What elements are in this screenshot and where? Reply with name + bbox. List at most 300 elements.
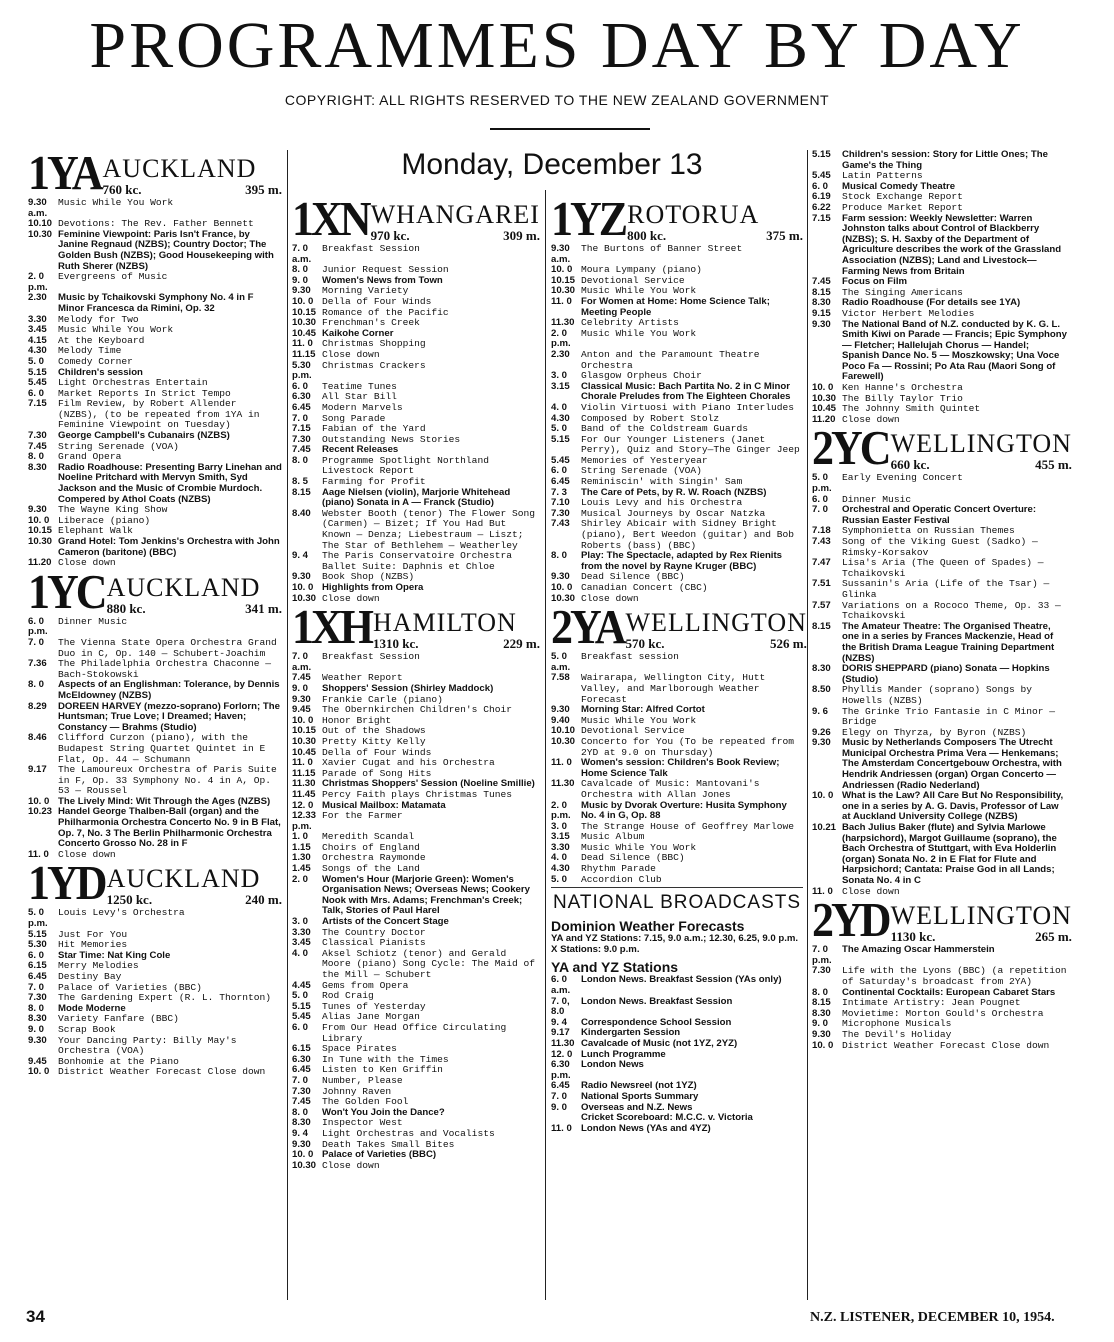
station-callsign: 1YC bbox=[28, 565, 105, 619]
programme-title: Number, Please bbox=[322, 1074, 403, 1086]
programme-time: 4. 0 bbox=[551, 401, 568, 413]
programme-time: 8.30 bbox=[812, 663, 831, 675]
programme-time: 8.30 bbox=[812, 1007, 831, 1019]
programme-time: 8. 0 bbox=[812, 986, 829, 998]
programme-time: 7.45 bbox=[292, 672, 311, 684]
programme-time: 7. 0 bbox=[292, 1074, 309, 1086]
programme-row bbox=[551, 652, 803, 673]
programme-row bbox=[551, 329, 803, 350]
programme-time: 10.30 bbox=[551, 592, 576, 604]
weather-heading: Dominion Weather Forecasts bbox=[551, 918, 745, 935]
programme-time: 8.40 bbox=[292, 507, 311, 519]
station-info bbox=[891, 431, 1072, 473]
programme-row bbox=[28, 293, 282, 314]
programme-time: 10.30 bbox=[28, 536, 53, 547]
programme-row bbox=[292, 875, 540, 917]
station-city: ROTORUA bbox=[627, 200, 760, 229]
programme-title: Elephant Walk bbox=[58, 525, 133, 537]
programme-time: 6.15 bbox=[28, 960, 47, 972]
station-header bbox=[292, 192, 540, 247]
programme-title: Variations on a Rococo Theme, Op. 33 — Tchaikovski bbox=[842, 599, 1061, 622]
programme-time: 5.45 bbox=[28, 377, 47, 389]
programme-title: Handel George Thalben-Ball (organ) and the Philharmonia Orchestra Concerto No. 9 in B Flat, Op. 7, No. 3 The Berlin Philharmonic Orchestra Concerto Grosso No. 28 in F bbox=[58, 806, 281, 850]
programme-title: In Tune with the Times bbox=[322, 1053, 449, 1065]
programme-title: Children's session bbox=[58, 366, 143, 378]
programme-title: Space Pirates bbox=[322, 1043, 397, 1055]
programme-title: Programme Spotlight Northland Livestock Report bbox=[322, 454, 489, 477]
programme-time: 7.30 bbox=[28, 430, 47, 442]
programme-title: Classical Pianists bbox=[322, 937, 426, 949]
programme-row bbox=[812, 214, 1068, 278]
programme-time: 9.17 bbox=[28, 764, 47, 776]
programme-time: 1.45 bbox=[292, 863, 311, 875]
programme-row bbox=[28, 765, 282, 797]
programme-time: 7.45 bbox=[28, 440, 47, 452]
programme-row bbox=[292, 684, 540, 695]
station-frequency bbox=[107, 601, 282, 617]
programme-title: District Weather Forecast Close down bbox=[842, 1039, 1050, 1051]
station-frequency bbox=[371, 228, 540, 244]
programme-title: Hit Memories bbox=[58, 939, 128, 951]
programme-time: 9.30 bbox=[28, 1034, 47, 1046]
programme-time: 6.45 bbox=[551, 476, 570, 488]
national-row bbox=[551, 1124, 803, 1135]
programme-title: Orchestra Raymonde bbox=[322, 852, 426, 864]
national-time: 6.30 p.m. bbox=[551, 1059, 571, 1081]
programme-title: Dead Silence (BBC) bbox=[581, 571, 685, 583]
programme-time: 10.30 bbox=[292, 1159, 317, 1171]
programme-title: The Golden Fool bbox=[322, 1096, 409, 1108]
programme-title: The Obernkirchen Children's Choir bbox=[322, 704, 512, 716]
programme-row bbox=[812, 558, 1068, 579]
programme-time: 7.45 bbox=[812, 276, 831, 288]
programme-title: Close down bbox=[322, 1159, 380, 1171]
programme-title: Star Time: Nat King Cole bbox=[58, 949, 171, 961]
programme-title: The Amazing Oscar Hammerstein bbox=[842, 944, 995, 956]
programme-time: 4.30 bbox=[28, 345, 47, 357]
programme-title: Women's Hour (Marjorie Green): Women's Organisation News; Overseas News; Cookery Nook with Mrs. Adams; Frenchman's Creek; Talk, Stories of Paul Harel bbox=[322, 873, 530, 917]
programme-time: 8. 0 bbox=[292, 264, 309, 276]
programme-title: Close down bbox=[322, 592, 380, 604]
programme-time: 5. 0 bbox=[292, 990, 309, 1002]
programme-title: The Wayne King Show bbox=[58, 504, 168, 516]
programme-time: 9. 0 bbox=[28, 1023, 45, 1035]
programme-time: 8.15 bbox=[812, 286, 831, 298]
day-heading: Monday, December 13 bbox=[401, 148, 703, 181]
programme-time: 7.10 bbox=[551, 497, 570, 509]
programme-time: 11.30 bbox=[551, 778, 575, 790]
programme-title: Violin Virtuosi with Piano Interludes bbox=[581, 401, 795, 413]
station-info bbox=[891, 903, 1072, 945]
programme-title: Mode Moderne bbox=[58, 1002, 126, 1014]
programme-title: Rod Craig bbox=[322, 990, 374, 1002]
station-kc: 970 kc. bbox=[370, 228, 410, 243]
station-wavelength: 265 m. bbox=[1035, 929, 1072, 945]
programme-time: 7.45 bbox=[292, 444, 311, 456]
programme-title: Frankie Carle (piano) bbox=[322, 693, 443, 705]
programme-title: Market Reports In Strict Tempo bbox=[58, 387, 231, 399]
programme-title: Comedy Corner bbox=[58, 355, 133, 367]
programme-time: 2.30 bbox=[28, 292, 47, 304]
programme-title: Palace of Varieties (BBC) bbox=[58, 981, 202, 993]
programme-time: 9.30 bbox=[292, 285, 311, 297]
programme-time: 6. 0 bbox=[28, 387, 45, 399]
programme-title: Johnny Raven bbox=[322, 1085, 392, 1097]
programme-title: Sussanin's Aria (Life of the Tsar) — Glinka bbox=[842, 578, 1050, 600]
column-divider-2 bbox=[545, 190, 546, 1300]
programme-time: 5.45 bbox=[551, 454, 570, 466]
programme-title: String Serenade (VOA) bbox=[581, 465, 702, 477]
programme-title: Variety Fanfare (BBC) bbox=[58, 1013, 179, 1025]
programme-title: Moura Lympany (piano) bbox=[581, 264, 702, 276]
programme-time: 11.30 bbox=[551, 317, 575, 329]
programme-row bbox=[812, 945, 1068, 966]
programme-time: 6. 0 bbox=[292, 380, 309, 392]
programme-row bbox=[551, 583, 803, 594]
national-title: London News bbox=[581, 1059, 644, 1071]
station-city: WELLINGTON bbox=[625, 608, 807, 638]
column-2 bbox=[292, 192, 540, 1300]
station-info bbox=[626, 610, 807, 652]
programme-row bbox=[812, 966, 1068, 987]
header-rule bbox=[490, 128, 650, 130]
programme-time: 6.45 bbox=[28, 971, 47, 982]
national-broadcasts bbox=[551, 887, 803, 1134]
programme-title: Weather Report bbox=[322, 672, 403, 684]
programme-title: Breakfast session bbox=[581, 651, 679, 663]
programme-time: 10. 0 bbox=[292, 714, 314, 726]
programme-row bbox=[812, 707, 1068, 728]
programme-title: Meredith Scandal bbox=[322, 831, 415, 843]
programme-title: The Grinke Trio Fantasie in C Minor — Bridge bbox=[842, 705, 1056, 728]
programme-title: Death Takes Small Bites bbox=[322, 1138, 455, 1150]
programme-title: Glasgow Orpheus Choir bbox=[581, 370, 702, 382]
programme-time: 7. 0 bbox=[292, 412, 309, 424]
station-header bbox=[812, 893, 1072, 948]
programme-title: For Women at Home: Home Science Talk; Meeting People bbox=[581, 295, 770, 318]
programme-title: For the Farmer bbox=[322, 810, 403, 822]
programme-time: 3.45 bbox=[292, 937, 311, 949]
programme-row bbox=[28, 680, 282, 701]
national-title: Lunch Programme bbox=[581, 1048, 666, 1060]
programme-title: Anton and the Paramount Theatre Orchestra bbox=[581, 348, 760, 371]
programme-time: 7.30 bbox=[292, 1085, 311, 1097]
programme-time: 6.22 bbox=[812, 201, 831, 213]
programme-row bbox=[812, 1041, 1068, 1052]
programme-list bbox=[551, 652, 803, 885]
programme-time: 1.15 bbox=[292, 841, 311, 853]
programme-list bbox=[28, 617, 282, 861]
programme-time: 6.45 bbox=[292, 401, 311, 413]
station-callsign: 2YA bbox=[551, 600, 624, 655]
station-wavelength: 309 m. bbox=[503, 228, 540, 243]
programme-time: 7.45 bbox=[292, 1096, 311, 1108]
programme-title: Junior Request Session bbox=[322, 264, 449, 276]
station-info bbox=[107, 866, 282, 908]
programme-title: Latin Patterns bbox=[842, 170, 923, 182]
programme-title: Music While You Work bbox=[581, 285, 697, 297]
programme-title: George Campbell's Cubanairs (NZBS) bbox=[58, 430, 230, 442]
station-header bbox=[551, 600, 807, 655]
programme-title: Melody for Two bbox=[58, 313, 139, 325]
programme-row bbox=[551, 435, 803, 456]
station-wavelength: 341 m. bbox=[245, 600, 282, 616]
programme-title: At the Keyboard bbox=[58, 334, 145, 346]
programme-time: 8.30 bbox=[812, 297, 831, 309]
programme-time: 7. 0 bbox=[28, 981, 45, 993]
programme-title: Dinner Music bbox=[58, 615, 128, 627]
station-callsign: 2YD bbox=[812, 893, 889, 948]
programme-time: 2. 0 p.m. bbox=[551, 799, 571, 822]
programme-title: Devotions: The Rev. Father Bennett bbox=[58, 218, 254, 230]
programme-time: 10. 0 bbox=[551, 264, 573, 276]
programme-row bbox=[812, 1030, 1068, 1041]
programme-row bbox=[28, 198, 282, 219]
programme-time: 5. 0 bbox=[551, 423, 568, 435]
programme-time: 10.15 bbox=[292, 725, 317, 737]
station-frequency bbox=[891, 457, 1072, 473]
programme-time: 3.30 bbox=[28, 313, 47, 325]
station-wavelength: 375 m. bbox=[766, 228, 803, 243]
programme-title: Ken Hanne's Orchestra bbox=[842, 382, 963, 394]
programme-title: Merry Melodies bbox=[58, 960, 139, 972]
programme-title: Farm session: Weekly Newsletter: Warren Johnston talks about Control of Blackberry (NZBS); S. H. Saxby of the Department of Agriculture describes the work of the Grassland Association (NZBS); Land and Livestock—Farming News from Britain bbox=[842, 212, 1062, 277]
programme-title: Artists of the Concert Stage bbox=[322, 916, 449, 928]
programme-time: 10.21 bbox=[812, 822, 837, 834]
programme-time: 9.30 bbox=[292, 1138, 311, 1150]
programme-time: 9.30 bbox=[551, 704, 570, 716]
programme-row bbox=[292, 551, 540, 572]
programme-time: 4.15 bbox=[28, 334, 47, 346]
programme-time: 7.30 bbox=[28, 992, 47, 1004]
station-2ya-continued bbox=[812, 150, 1068, 425]
programme-time: 11.30 bbox=[292, 778, 316, 790]
programme-title: The National Band of N.Z. conducted by K. G. L. Smith Kiwi on Parade — Francis; Epic Symphony — Fletcher; Hallelujah Chorus — Handel; Spanish Dance No. 5 — Moszkowsky; Una Voce Poco Fa — Rossini; Po Ata Rau (Maori Song of Farewell) bbox=[842, 318, 1067, 383]
programme-title: Intimate Artistry: Jean Pougnet bbox=[842, 997, 1021, 1009]
national-time: 12. 0 bbox=[551, 1048, 573, 1060]
programme-time: 5.15 bbox=[812, 149, 831, 160]
programme-time: 10. 0 bbox=[292, 295, 314, 307]
programme-time: 10.45 bbox=[292, 327, 317, 339]
programme-time: 11.20 bbox=[812, 413, 836, 425]
programme-title: Music While You Work bbox=[581, 327, 697, 339]
programme-time: 7.30 bbox=[551, 507, 570, 519]
programme-time: 10.30 bbox=[292, 735, 317, 747]
programme-title: Phyllis Mander (soprano) Songs by Howells (NZBS) bbox=[842, 684, 1032, 706]
programme-title: Clifford Curzon (piano), with the Budapest String Quartet Quintet in E Flat, Op. 44 — Schumann bbox=[58, 732, 266, 765]
programme-time: 8.15 bbox=[812, 620, 831, 632]
programme-time: 7. 0 a.m. bbox=[292, 651, 312, 673]
programme-title: Musical Comedy Theatre bbox=[842, 180, 956, 192]
programme-title: The Lively Mind: Wit Through the Ages (NZBS) bbox=[58, 795, 271, 807]
station-1yc bbox=[28, 565, 282, 861]
programme-title: Victor Herbert Melodies bbox=[842, 307, 975, 319]
national-time: 9.17 bbox=[551, 1027, 570, 1039]
programme-time: 5. 0 p.m. bbox=[812, 472, 832, 495]
programme-row bbox=[28, 272, 282, 293]
programme-title: Music Album bbox=[581, 831, 645, 843]
programme-title: The Billy Taylor Trio bbox=[842, 392, 963, 404]
station-1yz bbox=[551, 192, 803, 604]
programme-title: All Star Bill bbox=[322, 391, 397, 403]
programme-time: 3. 0 bbox=[551, 370, 568, 382]
national-title: National Sports Summary bbox=[581, 1090, 699, 1102]
programme-row bbox=[292, 949, 540, 981]
national-time: 11. 0 bbox=[551, 1122, 572, 1134]
programme-title: Frenchman's Creek bbox=[322, 317, 420, 329]
national-title: Radio Newsreel (not 1YZ) bbox=[581, 1080, 697, 1092]
programme-title: The Philadelphia Orchestra Chaconne — Bach-Stokowski bbox=[58, 658, 272, 680]
national-title: London News. Breakfast Session (YAs only) bbox=[581, 974, 782, 986]
programme-time: 9.45 bbox=[28, 1055, 47, 1067]
programme-time: 6. 0 bbox=[812, 493, 829, 505]
station-city: HAMILTON bbox=[373, 608, 517, 638]
programme-title: Stock Exchange Report bbox=[842, 191, 963, 203]
programme-row bbox=[28, 1025, 282, 1036]
programme-title: Dinner Music bbox=[842, 493, 912, 505]
programme-title: Out of the Shadows bbox=[322, 725, 426, 737]
yayz-list bbox=[551, 975, 803, 1134]
programme-row bbox=[292, 583, 540, 594]
programme-row bbox=[551, 801, 803, 822]
programme-title: Bach Julius Baker (flute) and Sylvia Marlowe (harpsichord), Margot Guillaume (soprano), the Bach Orchestra of Stuttgart, with Eva Holderlin (organ) Sonata No. 2 in E Flat for Flute and Harpsichord; Cantata: Praise God in all Lands; Sonata No. 4 in C bbox=[842, 822, 1057, 886]
programme-title: Louis Levy and his Orchestra bbox=[581, 497, 743, 509]
programme-time: 9.30 bbox=[812, 1028, 831, 1040]
programme-title: Reminiscin' with Singin' Sam bbox=[581, 476, 743, 488]
station-callsign: 1YA bbox=[28, 146, 101, 201]
programme-title: Fabian of the Yard bbox=[322, 423, 426, 435]
national-time: 9. 4 bbox=[551, 1016, 568, 1028]
programme-time: 10. 0 bbox=[812, 382, 834, 394]
programme-title: Palace of Varieties (BBC) bbox=[322, 1149, 437, 1161]
programme-title: Christmas Crackers bbox=[322, 359, 426, 371]
programme-time: 6. 0 bbox=[28, 949, 45, 961]
programme-time: 9. 0 bbox=[292, 682, 309, 694]
programme-title: Early Evening Concert bbox=[842, 472, 963, 484]
programme-title: Movietime: Morton Gould's Orchestra bbox=[842, 1007, 1044, 1019]
programme-title: Bonhomie at the Piano bbox=[58, 1055, 179, 1067]
programme-title: DORIS SHEPPARD (piano) Sonata — Hopkins (Studio) bbox=[842, 663, 1050, 685]
programme-time: 2.30 bbox=[551, 348, 570, 360]
programme-row bbox=[551, 737, 803, 758]
programme-time: 5. 0 p.m. bbox=[28, 907, 48, 930]
programme-time: 8.30 bbox=[28, 1013, 47, 1025]
programme-title: The Country Doctor bbox=[322, 926, 426, 938]
programme-time: 9.30 a.m. bbox=[28, 197, 48, 219]
programme-title: Webster Booth (tenor) The Flower Song (Carmen) — Bizet; If You Had But Known — Denza; Liebestraum — Liszt; The Star of Bethlehem — Weatherley bbox=[322, 507, 536, 551]
programme-time: 8.30 bbox=[292, 1117, 311, 1129]
programme-time: 2. 0 bbox=[292, 873, 309, 885]
station-wavelength: 395 m. bbox=[245, 182, 282, 197]
page-number: 34 bbox=[26, 1307, 45, 1326]
programme-title: Morning Star: Alfred Cortot bbox=[581, 704, 705, 716]
programme-row bbox=[812, 823, 1068, 887]
programme-row bbox=[812, 738, 1068, 791]
programme-title: Evergreens of Music bbox=[58, 271, 168, 283]
programme-row bbox=[28, 638, 282, 659]
programme-title: DOREEN HARVEY (mezzo-soprano) Forlorn; The Huntsman; True Love; I Dreamed; Haven; Constancy — Brahms (Studio) bbox=[58, 700, 280, 733]
programme-title: Honor Bright bbox=[322, 714, 392, 726]
programme-time: 11.15 bbox=[292, 348, 316, 360]
programme-title: Produce Market Report bbox=[842, 201, 963, 213]
station-wavelength: 526 m. bbox=[770, 636, 807, 652]
programme-time: 7. 0 bbox=[812, 504, 829, 516]
programme-time: 7. 3 bbox=[551, 486, 568, 498]
programme-time: 6.45 bbox=[292, 1064, 311, 1076]
programme-time: 9.30 bbox=[28, 504, 47, 516]
programme-time: 8. 0 bbox=[551, 550, 568, 562]
programme-time: 6.15 bbox=[292, 1043, 311, 1055]
programme-row bbox=[28, 659, 282, 680]
programme-title: String Serenade (VOA) bbox=[58, 440, 179, 452]
programme-title: Listen to Ken Griffin bbox=[322, 1064, 443, 1076]
programme-title: Symphonietta on Russian Themes bbox=[842, 525, 1015, 537]
programme-time: 9.30 bbox=[812, 737, 831, 749]
station-header bbox=[28, 856, 282, 911]
weather-line: YA and YZ Stations: 7.15, 9.0 a.m.; 12.30, 6.25, 9.0 p.m. bbox=[551, 933, 799, 945]
station-1xh bbox=[292, 600, 540, 1171]
station-info bbox=[373, 610, 540, 652]
programme-time: 10.30 bbox=[812, 392, 837, 404]
national-row bbox=[551, 1060, 803, 1081]
programme-title: The Lamoureux Orchestra of Paris Suite in F, Op. 33 Symphony No. 4 in A, Op. 53 — Roussel bbox=[58, 764, 277, 797]
programme-title: Shirley Abicair with Sidney Bright (piano), Bert Weedon (guitar) and Bob Roberts (bass) (BBC) bbox=[581, 518, 795, 551]
programme-time: 9. 4 bbox=[292, 550, 309, 562]
station-info bbox=[103, 156, 282, 198]
programme-title: Recent Releases bbox=[322, 444, 399, 456]
programme-row bbox=[551, 350, 803, 371]
programme-time: 9. 0 bbox=[292, 274, 309, 286]
programme-time: 11. 0 bbox=[551, 295, 572, 307]
programme-list bbox=[28, 198, 282, 569]
programme-title: Pretty Kitty Kelly bbox=[322, 735, 426, 747]
programme-title: Music While You Work bbox=[581, 714, 697, 726]
programme-title: Percy Faith plays Christmas Tunes bbox=[322, 788, 512, 800]
programme-time: 10.30 bbox=[292, 592, 317, 604]
programme-list bbox=[812, 150, 1068, 425]
programme-title: Continental Cocktails: European Cabaret Stars bbox=[842, 986, 1056, 998]
programme-time: 5. 0 bbox=[28, 355, 45, 367]
programme-time: 10.30 bbox=[28, 228, 53, 240]
programme-title: Highlights from Opera bbox=[322, 582, 424, 593]
programme-time: 7.18 bbox=[812, 525, 831, 537]
programme-row bbox=[551, 519, 803, 551]
programme-row bbox=[28, 807, 282, 849]
programme-title: Accordion Club bbox=[581, 873, 662, 885]
programme-time: 8. 0 bbox=[28, 679, 45, 691]
programme-time: 5.30 bbox=[28, 939, 47, 951]
programme-list bbox=[28, 908, 282, 1078]
programme-title: Musical Mailbox: Matamata bbox=[322, 799, 446, 811]
programme-title: The Amateur Theatre: The Organised Theatre, one in a series by Frances Mackenzie, Head of the British Drama League Training Department (NZBS) bbox=[842, 620, 1055, 664]
programme-title: Lisa's Aria (The Queen of Spades) — Tchaikovski bbox=[842, 557, 1044, 579]
programme-title: Songs of the Land bbox=[322, 863, 420, 875]
programme-title: Parade of Song Hits bbox=[322, 767, 432, 779]
programme-time: 5. 0 a.m. bbox=[551, 651, 571, 673]
programme-time: 8.29 bbox=[28, 700, 47, 712]
programme-title: Women's News from Town bbox=[322, 274, 443, 286]
programme-title: District Weather Forecast Close down bbox=[58, 1066, 266, 1078]
national-time: 11.30 bbox=[551, 1038, 575, 1049]
programme-row bbox=[812, 473, 1068, 494]
station-callsign: 2YC bbox=[812, 421, 889, 476]
programme-row bbox=[28, 1067, 282, 1078]
station-wavelength: 229 m. bbox=[503, 636, 540, 652]
column-4 bbox=[812, 148, 1072, 1300]
station-kc: 1130 kc. bbox=[890, 929, 936, 945]
programme-title: For Our Younger Listeners (Janet Perry), Quiz and Story—The Ginger Jeep bbox=[581, 433, 800, 456]
programme-time: 7.47 bbox=[812, 557, 831, 569]
